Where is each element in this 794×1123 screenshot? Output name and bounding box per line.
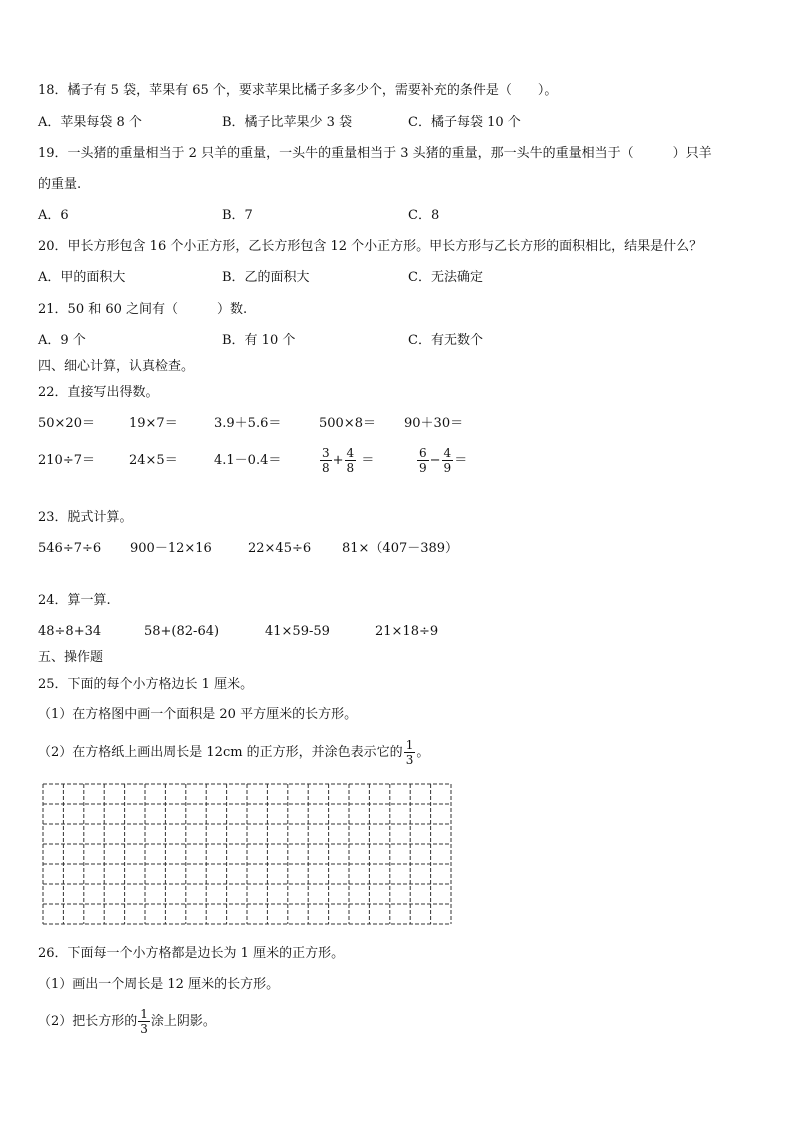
q18-stem: 18．橘子有 5 袋，苹果有 65 个，要求苹果比橘子多多少个，需要补充的条件是（ ）。 — [38, 83, 558, 98]
q26-part-2: （2）把长方形的 $\frac{1}{3}$ 涂上阴影。 — [38, 1007, 216, 1036]
section-4-heading: 四、细心计算，认真检查。 — [38, 359, 195, 374]
q26-stem: 26．下面每一个小方格都是边长为 1 厘米的正方形。 — [38, 946, 345, 961]
q18-option-c[interactable]: C．橘子每袋 10 个 — [408, 115, 521, 130]
q23-item: 81×（407－389） — [342, 541, 459, 556]
q22-item: 4.1－0.4＝ — [214, 453, 282, 468]
q19-option-b[interactable]: B．7 — [222, 208, 253, 223]
q21-option-c[interactable]: C．有无数个 — [408, 333, 483, 348]
q22-stem: 22．直接写出得数。 — [38, 385, 159, 400]
q18-option-a[interactable]: A．苹果每袋 8 个 — [38, 115, 142, 130]
q23-item: 900－12×16 — [130, 541, 212, 556]
fraction: $\frac{6}{9}$ — [419, 446, 427, 475]
q22-item: 19×7＝ — [129, 416, 178, 431]
q19-stem-cont: 的重量. — [38, 177, 82, 192]
q23-item: 22×45÷6 — [248, 541, 312, 556]
fraction: $\frac{1}{3}$ — [405, 738, 414, 767]
q23-stem: 23．脱式计算。 — [38, 510, 133, 525]
q24-item: 48÷8+34 — [38, 624, 102, 639]
q22-fraction-item-2: $\frac{6}{9}$ − $\frac{4}{9}$ ＝ — [419, 446, 468, 475]
q22-fraction-item-1: $\frac{3}{8}$ + $\frac{4}{8}$ ＝ — [322, 446, 375, 475]
fraction: $\frac{3}{8}$ — [322, 446, 330, 475]
fraction: $\frac{4}{8}$ — [346, 446, 355, 475]
q25-stem: 25．下面的每个小方格边长 1 厘米。 — [38, 677, 254, 692]
q22-item: 24×5＝ — [129, 453, 178, 468]
q25-part-1: （1）在方格图中画一个面积是 20 平方厘米的长方形。 — [38, 707, 358, 722]
q23-item: 546÷7÷6 — [38, 541, 102, 556]
q21-option-b[interactable]: B．有 10 个 — [222, 333, 296, 348]
q24-item: 58+(82-64) — [144, 624, 220, 639]
q22-item: 3.9＋5.6＝ — [214, 416, 282, 431]
q19-option-c[interactable]: C．8 — [408, 208, 440, 223]
q22-item: 500×8＝ — [319, 416, 376, 431]
fraction: $\frac{1}{3}$ — [140, 1007, 148, 1036]
q22-item: 50×20＝ — [38, 416, 95, 431]
section-5-heading: 五、操作题 — [38, 650, 104, 665]
q20-stem: 20．甲长方形包含 16 个小正方形，乙长方形包含 12 个小正方形。甲长方形与乙长方形的面积相比，结果是什么？ — [38, 239, 703, 254]
grid-paper[interactable] — [42, 783, 452, 925]
q24-stem: 24．算一算. — [38, 593, 111, 608]
q24-item: 41×59-59 — [265, 624, 330, 639]
q24-item: 21×18÷9 — [375, 624, 439, 639]
q20-option-c[interactable]: C．无法确定 — [408, 270, 483, 285]
q20-option-b[interactable]: B．乙的面积大 — [222, 270, 310, 285]
q22-item: 90＋30＝ — [404, 416, 464, 431]
q25-part-2: （2）在方格纸上画出周长是 12cm 的正方形，并涂色表示它的 $\frac{1}{3}$ 。 — [38, 738, 430, 767]
q19-option-a[interactable]: A．6 — [38, 208, 69, 223]
q18-option-b[interactable]: B．橘子比苹果少 3 袋 — [222, 115, 353, 130]
fraction: $\frac{4}{9}$ — [443, 446, 452, 475]
q20-option-a[interactable]: A．甲的面积大 — [38, 270, 126, 285]
q26-part-1: （1）画出一个周长是 12 厘米的长方形。 — [38, 977, 280, 992]
q19-stem: 19．一头猪的重量相当于 2 只羊的重量，一头牛的重量相当于 3 头猪的重量，那一头牛的重量相当于（ ）只羊 — [38, 146, 712, 161]
q21-option-a[interactable]: A．9 个 — [38, 333, 86, 348]
q22-item: 210÷7＝ — [38, 453, 95, 468]
q21-stem: 21．50 和 60 之间有（ ）数. — [38, 302, 248, 317]
